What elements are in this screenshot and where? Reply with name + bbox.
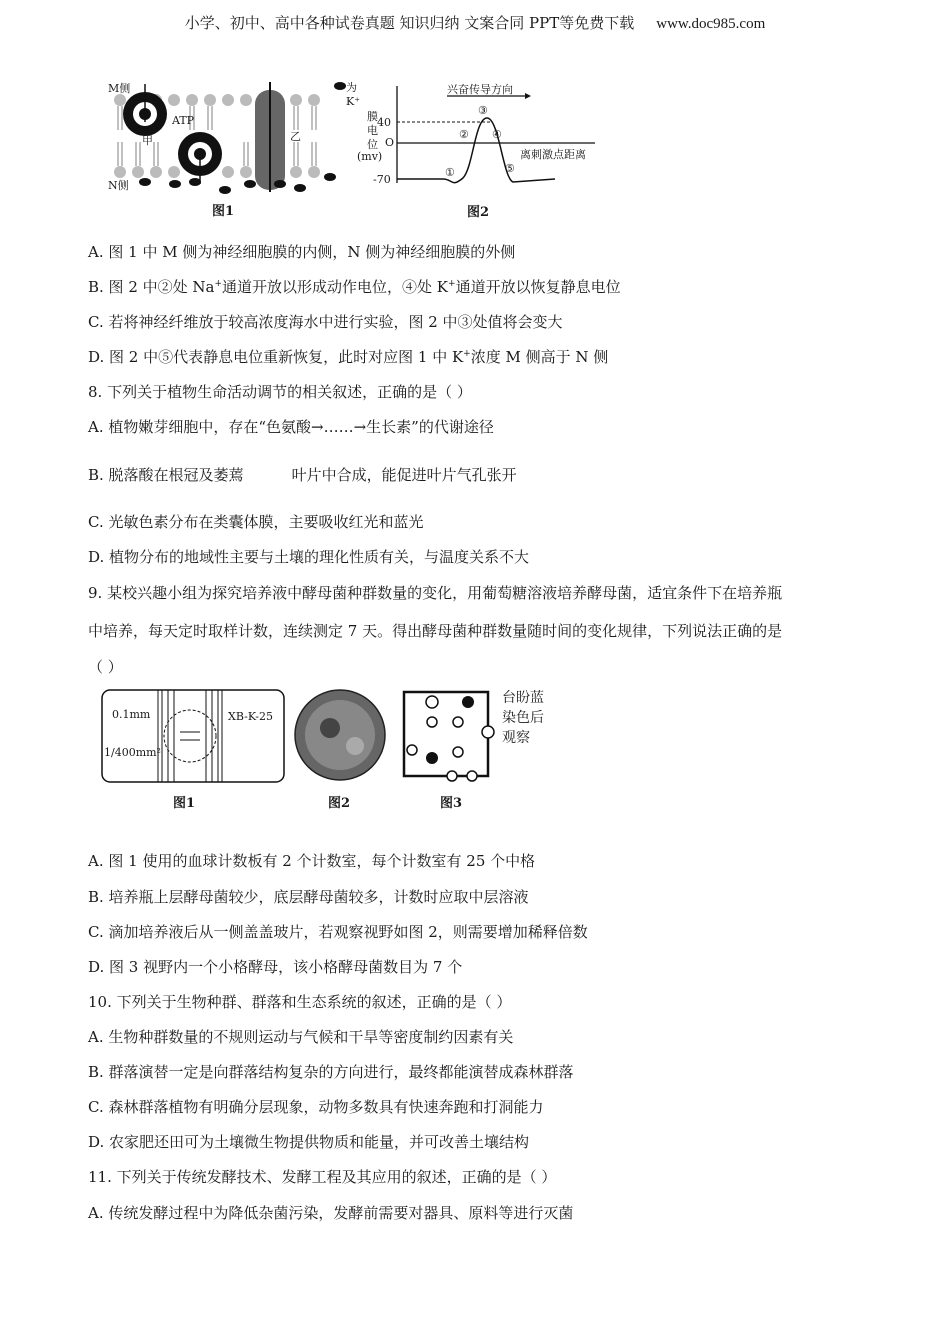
y-tick-minus70: -70 [373, 173, 391, 186]
q9-fig3-caption: 图3 [440, 796, 463, 811]
ylabel-3: 位 [367, 138, 378, 151]
q7-option-b: B. 图 2 中②处 Na+通道开放以形成动作电位，④处 K+通道开放以恢复静息电位 [88, 278, 621, 296]
potential-figure [355, 78, 605, 223]
header-text: 小学、初中、高中各种试卷真题 知识归纳 文案合同 PPT等免费下载 [184, 14, 635, 32]
area-label: 1/400mm² [104, 746, 161, 759]
m-side-label: M侧 [108, 82, 131, 95]
q10-stem: 10. 下列关于生物种群、群落和生态系统的叙述，正确的是（ ） [88, 993, 512, 1011]
fig1-caption: 图1 [212, 204, 235, 219]
fig2-caption: 图2 [467, 205, 490, 220]
q9-option-a: A. 图 1 使用的血球计数板有 2 个计数室，每个计数室有 25 个中格 [88, 852, 536, 870]
q9-stem-line1: 9. 某校兴趣小组为探究培养液中酵母菌种群数量的变化，用葡萄糖溶液培养酵母菌，适宜条件下在培养瓶 [88, 584, 783, 602]
point-3: ③ [478, 104, 488, 117]
point-5: ⑤ [505, 162, 515, 175]
point-1: ① [445, 166, 455, 179]
q9-fig1-caption: 图1 [173, 796, 196, 811]
jia-label: 甲 [142, 134, 153, 147]
q10-option-c: C. 森林群落植物有明确分层现象，动物多数具有快速奔跑和打洞能力 [88, 1098, 544, 1116]
ylabel-4: (mv) [357, 150, 383, 163]
q9-stem-line3: （ ） [88, 658, 123, 676]
q7-option-c: C. 若将神经纤维放于较高浓度海水中进行实验，图 2 中③处值将会变大 [88, 313, 563, 331]
mm-label: 0.1mm [112, 708, 151, 721]
q7-option-d: D. 图 2 中⑤代表静息电位重新恢复，此时对应图 1 中 K+浓度 M 侧高于 N 侧 [88, 348, 609, 366]
q11-stem: 11. 下列关于传统发酵技术、发酵工程及其应用的叙述，正确的是（ ） [88, 1168, 557, 1186]
atp-label: ATP [172, 114, 195, 127]
q8-option-d: D. 植物分布的地域性主要与土壤的理化性质有关，与温度关系不大 [88, 548, 530, 566]
y-tick-40: 40 [377, 116, 391, 129]
point-4: ④ [492, 128, 502, 141]
q10-option-d: D. 农家肥还田可为土壤微生物提供物质和能量，并可改善土壤结构 [88, 1133, 530, 1151]
q9-option-c: C. 滴加培养液后从一侧盖盖玻片，若观察视野如图 2，则需要增加稀释倍数 [88, 923, 588, 941]
q8-option-c: C. 光敏色素分布在类囊体膜，主要吸收红光和蓝光 [88, 513, 424, 531]
q8-option-b: B. 脱落酸在根冠及萎蔫 叶片中合成，能促进叶片气孔张开 [88, 466, 517, 484]
ylabel-1: 膜 [367, 110, 378, 123]
q10-option-a: A. 生物种群数量的不规则运动与气候和干旱等密度制约因素有关 [88, 1028, 514, 1046]
header-url[interactable]: www.doc985.com [656, 16, 766, 32]
k-label: 为K⁺ [346, 81, 361, 108]
q8-stem: 8. 下列关于植物生命活动调节的相关叙述，正确的是（ ） [88, 383, 472, 401]
xlabel: 离刺激点距离 [520, 148, 586, 161]
page-header [0, 12, 950, 33]
q9-option-b: B. 培养瓶上层酵母菌较少，底层酵母菌较多，计数时应取中层溶液 [88, 888, 529, 906]
yi-label: 乙 [290, 130, 301, 143]
q7-option-a: A. 图 1 中 M 侧为神经细胞膜的内侧，N 侧为神经细胞膜的外侧 [88, 243, 516, 261]
q9-stem-line2: 中培养，每天定时取样计数，连续测定 7 天。得出酵母菌种群数量随时间的变化规律，下列说法正确的是 [88, 622, 783, 640]
direction-label: 兴奋传导方向 [447, 83, 513, 96]
q9-option-d: D. 图 3 视野内一个小格酵母，该小格酵母菌数目为 7 个 [88, 958, 463, 976]
n-side-label: N侧 [108, 179, 129, 192]
q9-fig2-caption: 图2 [328, 796, 351, 811]
ylabel-2: 电 [367, 124, 378, 137]
counting-chamber-figure [100, 688, 560, 813]
stain-note: 台盼蓝 染色后 观察 [502, 690, 544, 746]
q10-option-b: B. 群落演替一定是向群落结构复杂的方向进行，最终都能演替成森林群落 [88, 1063, 574, 1081]
q11-option-a: A. 传统发酵过程中为降低杂菌污染，发酵前需要对器具、原料等进行灭菌 [88, 1204, 574, 1222]
q8-option-a: A. 植物嫩芽细胞中，存在“色氨酸→……→生长素”的代谢途径 [88, 418, 494, 436]
y-tick-0: O [385, 136, 395, 149]
point-2: ② [459, 128, 469, 141]
model-label: XB-K-25 [228, 710, 273, 723]
membrane-figure [100, 72, 361, 222]
